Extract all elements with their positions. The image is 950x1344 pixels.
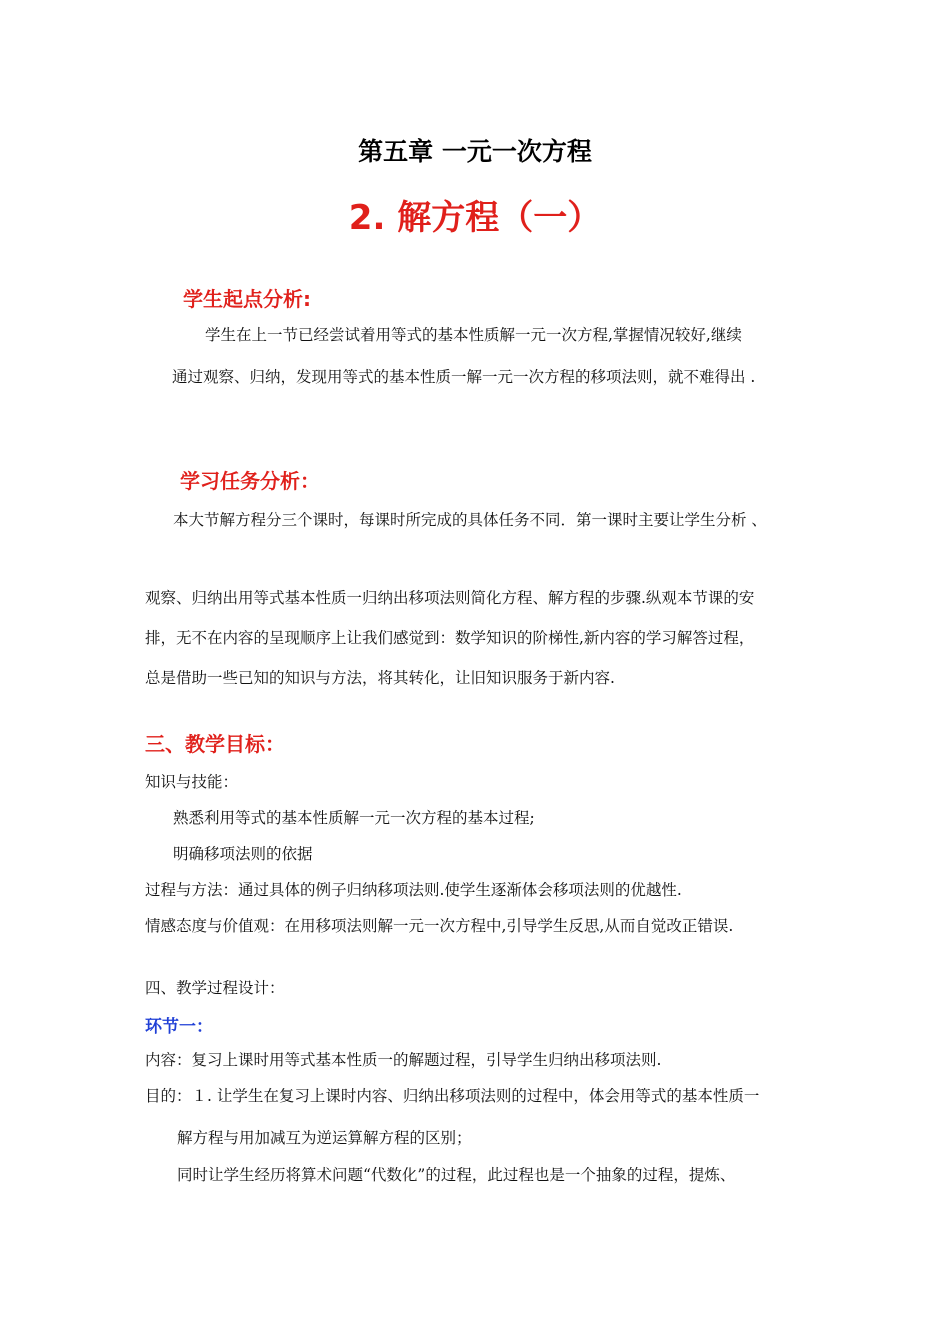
content-line: 内容：复习上课时用等式基本性质一的解题过程，引导学生归纳出移项法则. xyxy=(145,1051,662,1069)
chapter-title: 第五章 一元一次方程 xyxy=(358,137,592,166)
purpose-line-2: 解方程与用加减互为逆运算解方程的区别； xyxy=(177,1129,472,1147)
purpose-line-1: 目的：１. 让学生在复习上课时内容、归纳出移项法则的过程中，体会用等式的基本性质一 xyxy=(145,1087,760,1105)
student-analysis-line-1: 学生在上一节已经尝试着用等式的基本性质解一元一次方程,掌握情况较好,继续 xyxy=(205,326,742,344)
student-analysis-line-2: 通过观察、归纳，发现用等式的基本性质一解一元一次方程的移项法则，就不难得出 . xyxy=(172,368,756,386)
task-analysis-heading: 学习任务分析： xyxy=(180,469,320,493)
knowledge-item-2: 明确移项法则的依据 xyxy=(173,845,313,863)
link-one-heading: 环节一： xyxy=(145,1017,213,1037)
task-analysis-line-1: 本大节解方程分三个课时，每课时所完成的具体任务不同．第一课时主要让学生分析 、 xyxy=(173,511,767,529)
purpose-line-3: 同时让学生经历将算术问题“代数化”的过程，此过程也是一个抽象的过程，提炼、 xyxy=(177,1166,736,1184)
emotion-values-line: 情感态度与价值观：在用移项法则解一元一次方程中,引导学生反思,从而自觉改正错误. xyxy=(145,917,734,935)
lesson-title: 2. 解方程（一） xyxy=(348,198,602,238)
teaching-process-heading: 四、教学过程设计： xyxy=(145,979,285,997)
knowledge-skills-label: 知识与技能： xyxy=(145,773,239,791)
task-analysis-line-3: 排，无不在内容的呈现顺序上让我们感觉到：数学知识的阶梯性,新内容的学习解答过程， xyxy=(145,629,755,647)
student-analysis-heading: 学生起点分析: xyxy=(183,287,311,311)
knowledge-item-1: 熟悉利用等式的基本性质解一元一次方程的基本过程; xyxy=(173,809,535,827)
task-analysis-line-4: 总是借助一些已知的知识与方法，将其转化，让旧知识服务于新内容. xyxy=(145,669,615,687)
teaching-goals-heading: 三、教学目标： xyxy=(145,732,285,756)
task-analysis-line-2: 观察、归纳出用等式基本性质一归纳出移项法则简化方程、解方程的步骤.纵观本节课的安 xyxy=(145,589,755,607)
process-method-line: 过程与方法：通过具体的例子归纳移项法则.使学生逐渐体会移项法则的优越性. xyxy=(145,881,682,899)
